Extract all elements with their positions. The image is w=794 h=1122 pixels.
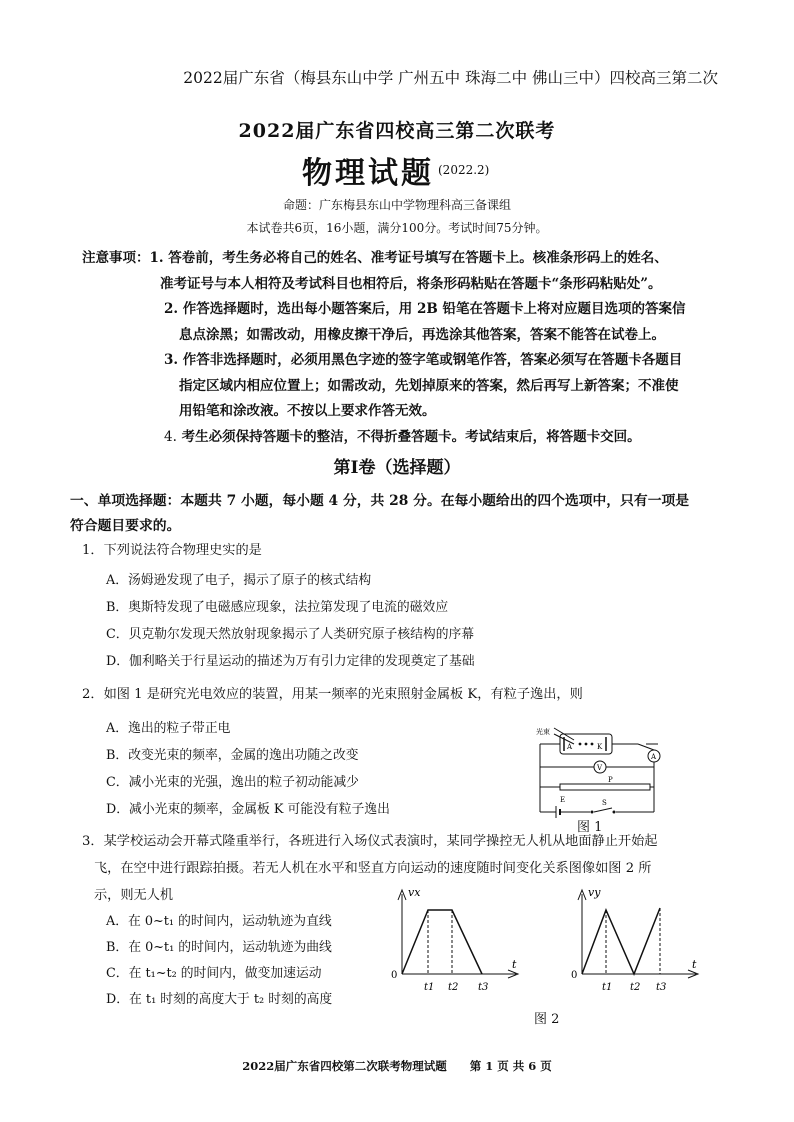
q1-option-d: D．伽利略关于行星运动的描述为万有引力定律的发现奠定了基础 (106, 654, 475, 669)
slider-label: P (608, 776, 613, 784)
note-line: 2. 作答选择题时，选出每小题答案后，用 2B 铅笔在答题卡上将对应题目选项的答案信 (164, 301, 686, 317)
switch-label: S (602, 799, 607, 807)
q3-stem-line: 飞，在空中进行跟踪拍摄。若无人机在水平和竖直方向运动的速度随时间变化关系图像如图 2 所 (94, 861, 652, 876)
figure-2-vy-graph (566, 880, 706, 996)
q1-option-c: C．贝克勒尔发现天然放射现象揭示了人类研究原子核结构的序幕 (106, 627, 475, 642)
setter-line: 命题：广东梅县东山中学物理科高三备课组 (282, 198, 511, 212)
notes-label: 注意事项： (82, 250, 150, 266)
part-line: 符合题目要求的。 (70, 518, 181, 534)
note-line: 考生必须保持答题卡的整洁，不得折叠答题卡。考试结束后，将答题卡交回。 (181, 428, 641, 445)
tick-t1: t1 (602, 982, 613, 993)
question-1-stem: 1．下列说法符合物理史实的是 (82, 543, 262, 558)
ammeter-label: A (651, 753, 657, 761)
tick-t3: t3 (478, 982, 489, 993)
tick-t2: t2 (630, 982, 641, 993)
vy-axis-label: vy (588, 886, 601, 899)
q3-option-c: C．在 t₁~t₂ 的时间内，做变加速运动 (106, 966, 322, 981)
figure-2-vx-graph (386, 880, 526, 996)
figure-1-caption: 图 1 (577, 820, 603, 835)
t-axis-label: t (692, 958, 697, 971)
q2-option-d: D．减小光束的频率，金属板 K 可能没有粒子逸出 (106, 802, 390, 817)
note-line: 1. 答卷前，考生务必将自己的姓名、准考证号填写在答题卡上。核准条形码上的姓名、 (149, 250, 668, 266)
note-line: 息点涂黑；如需改动，用橡皮擦干净后，再选涂其他答案，答案不能答在试卷上。 (179, 326, 665, 343)
running-header: 2022届广东省（梅县东山中学 广州五中 珠海二中 佛山三中）四校高三第二次 (183, 69, 718, 87)
page-footer: 2022届广东省四校第二次联考物理试题 第 1 页 共 6 页 (242, 1059, 552, 1073)
plate-k-label: K (597, 743, 603, 751)
tick-t1: t1 (424, 982, 435, 993)
q1-option-b: B．奥斯特发现了电磁感应现象，法拉第发现了电流的磁效应 (106, 600, 449, 615)
exam-date: (2022.2) (438, 163, 490, 177)
q3-stem-line: 示，则无人机 (94, 888, 174, 903)
note-line: 指定区域内相应位置上；如需改动，先划掉原来的答案，然后再写上新答案；不准使 (179, 377, 679, 394)
figure-2-caption: 图 2 (534, 1012, 560, 1027)
q2-option-b: B．改变光束的频率，金属的逸出功随之改变 (106, 748, 359, 763)
q3-stem-line: 3．某学校运动会开幕式隆重举行，各班进行入场仪式表演时，某同学操控无人机从地面静止开始起 (82, 834, 658, 849)
t-axis-label: t (512, 958, 517, 971)
notes-block (82, 246, 722, 450)
q3-option-b: B．在 0~t₁ 的时间内，运动轨迹为曲线 (106, 940, 332, 955)
voltmeter-label: V (597, 764, 603, 772)
note-number: 4. (164, 428, 177, 445)
origin-label: 0 (391, 970, 398, 981)
battery-label: E (560, 796, 566, 804)
q3-option-a: A．在 0~t₁ 的时间内，运动轨迹为直线 (106, 914, 332, 929)
vx-axis-label: vx (408, 886, 421, 899)
origin-label: 0 (571, 970, 578, 981)
tick-t2: t2 (448, 982, 459, 993)
light-label: 光束 (536, 728, 550, 736)
note-line: 准考证号与本人相符及考试科目也相符后，将条形码粘贴在答题卡“条形码粘贴处”。 (160, 275, 662, 292)
subject-title: 物理试题 (302, 156, 434, 191)
section-title: 第Ⅰ卷（选择题） (333, 458, 461, 478)
part-line: 一、单项选择题：本题共 7 小题，每小题 4 分，共 28 分。在每小题给出的四个选项中，只有一项是 (70, 493, 690, 509)
tick-t3: t3 (656, 982, 667, 993)
q1-option-a: A．汤姆逊发现了电子，揭示了原子的核式结构 (106, 573, 372, 588)
note-line: 用铅笔和涂改液。不按以上要求作答无效。 (179, 403, 436, 419)
note-line: 3. 作答非选择题时，必须用黑色字迹的签字笔或钢笔作答，答案必须写在答题卡各题目 (164, 352, 683, 368)
q2-option-a: A．逸出的粒子带正电 (106, 721, 231, 736)
q3-option-d: D．在 t₁ 时刻的高度大于 t₂ 时刻的高度 (106, 992, 333, 1007)
exam-title: 2022届广东省四校高三第二次联考 (238, 120, 556, 142)
plate-a-label: A (567, 743, 573, 751)
exam-info: 本试卷共6页，16小题，满分100分。考试时间75分钟。 (246, 221, 548, 235)
question-2-stem: 2．如图 1 是研究光电效应的装置，用某一频率的光束照射金属板 K，有粒子逸出，则 (82, 687, 583, 702)
q2-option-c: C．减小光束的光强，逸出的粒子初动能减少 (106, 775, 359, 790)
part-heading (70, 489, 730, 539)
figure-1-circuit (520, 712, 670, 822)
